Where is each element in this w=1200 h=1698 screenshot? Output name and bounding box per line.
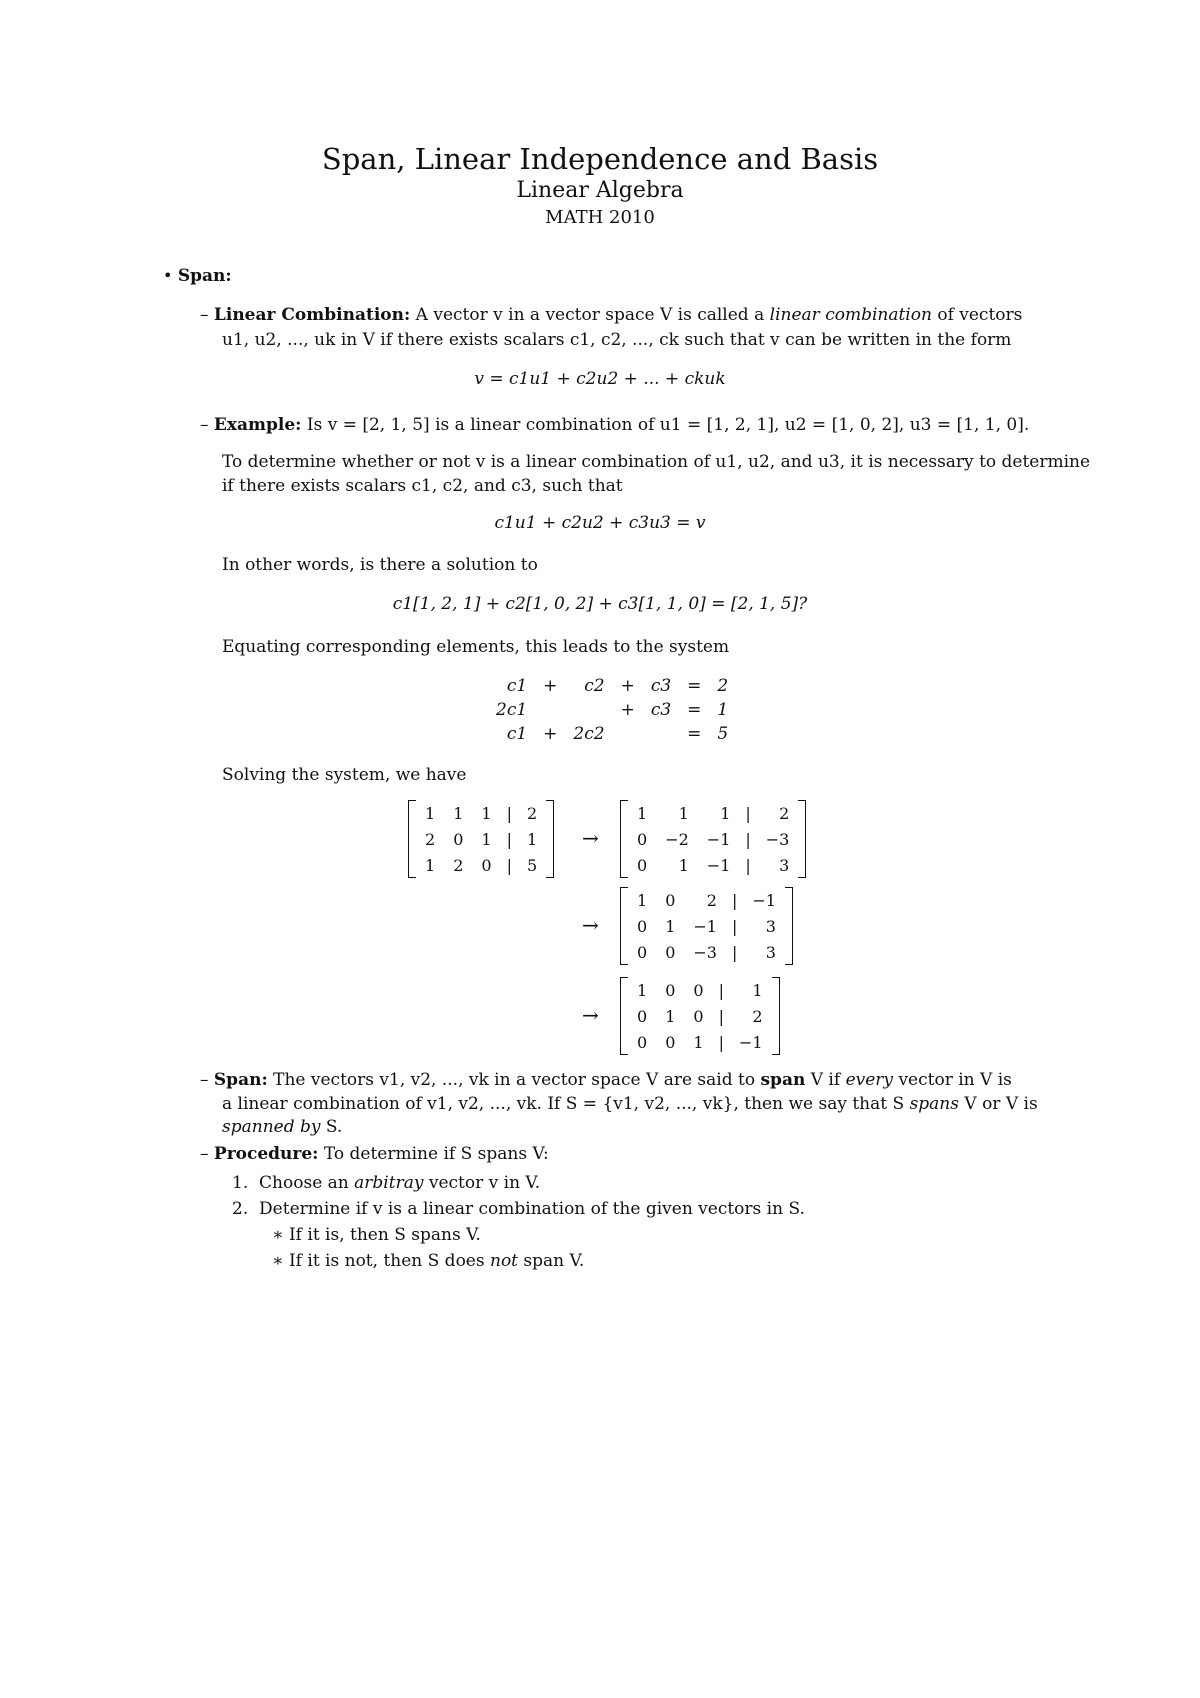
course-code: MATH 2010 — [545, 207, 655, 228]
matrix-entry: 3 — [765, 942, 776, 962]
left-bracket — [620, 977, 628, 1055]
right-arrow-icon: → — [582, 826, 599, 850]
left-bracket — [620, 887, 628, 965]
matrix-entry: 1 — [637, 890, 648, 910]
matrix-body — [628, 800, 798, 878]
matrix-entry: 1 — [637, 980, 648, 1000]
system-cell: + — [543, 724, 558, 744]
matrix-entry: 2 — [425, 829, 436, 849]
matrix-body — [628, 977, 772, 1055]
matrix-entry: 1 — [665, 1006, 676, 1026]
matrix-entry: 1 — [693, 1032, 704, 1052]
matrix-entry: 1 — [678, 855, 689, 875]
matrix-entry: 2 — [752, 1006, 763, 1026]
example-para1-line2: if there exists scalars c1, c2, and c3, such that — [222, 476, 623, 496]
matrix-body — [628, 887, 785, 965]
system-cell: c3 — [650, 700, 672, 720]
step-number: 1. — [232, 1173, 249, 1193]
right-bracket — [772, 977, 780, 1055]
matrix-row — [628, 977, 772, 1003]
matrix-entry: | — [718, 1006, 724, 1026]
span-def-label: Span: — [213, 1070, 268, 1090]
matrix-row — [628, 800, 798, 826]
matrix-row — [628, 913, 785, 939]
linear-combination-text-end: of vectors — [937, 305, 1023, 325]
linear-combination-equation: v = c1u1 + c2u2 + ... + ckuk — [474, 369, 726, 389]
matrix-row — [628, 826, 798, 852]
matrix-entry: 2 — [526, 803, 538, 823]
matrix-entry: −3 — [693, 942, 717, 962]
procedure-sub-2 — [272, 1249, 584, 1274]
dash-icon: – — [200, 305, 209, 325]
system-cell: 5 — [717, 724, 729, 744]
system-cell: 2 — [717, 676, 729, 696]
matrix-entry: 0 — [637, 916, 648, 936]
matrix-entry: 1 — [720, 803, 731, 823]
span-def-bold: span — [760, 1070, 806, 1090]
matrix-entry: −1 — [706, 829, 731, 849]
system-cell: c2 — [584, 676, 605, 696]
system-cell: + — [620, 700, 635, 720]
example-para1-line1: To determine whether or not v is a linear combination of u1, u2, and u3, it is necessary to determine — [222, 452, 1091, 472]
matrix-entry: 1 — [526, 829, 538, 849]
linear-combination-label: Linear Combination: — [213, 305, 411, 325]
system-cell: + — [620, 676, 635, 696]
matrix-entry: | — [506, 855, 512, 875]
system-row — [488, 722, 736, 746]
matrix-entry: 2 — [779, 803, 790, 823]
system-cell: 2c2 — [573, 724, 605, 744]
procedure-sub-1 — [272, 1223, 481, 1248]
page-subtitle: Linear Algebra — [516, 178, 684, 203]
system-cell: 1 — [717, 700, 729, 720]
sub-text: If it is not, then S does — [288, 1251, 485, 1271]
matrix-entry: 0 — [637, 829, 648, 849]
augmented-matrix — [620, 800, 806, 878]
matrix-entry: | — [506, 829, 512, 849]
matrix-entry: | — [506, 803, 512, 823]
left-bracket — [408, 800, 416, 878]
span-def-text-2: V if — [810, 1070, 841, 1090]
step-text: Choose an — [259, 1173, 349, 1193]
system-cell — [565, 698, 612, 722]
augmented-matrix — [408, 800, 554, 878]
procedure-label: Procedure: — [213, 1144, 319, 1164]
step-number: 2. — [232, 1199, 249, 1219]
example-para4: Solving the system, we have — [222, 765, 467, 785]
matrix-row — [628, 939, 785, 965]
system-cell: + — [543, 676, 558, 696]
example-text: Is v = [2, 1, 5] is a linear combination of u1 = [1, 2, 1], u2 = [1, 0, 2], u3 = [1, 1, 0]. — [306, 415, 1030, 435]
matrix-entry: 0 — [665, 980, 676, 1000]
sub-text: If it is, then S spans V. — [288, 1225, 481, 1245]
example-label: Example: — [213, 415, 302, 435]
matrix-row — [628, 1029, 772, 1055]
span-def-text: The vectors v1, v2, ..., vk in a vector space V are said to — [273, 1070, 756, 1090]
system-cell: = — [687, 724, 702, 744]
system-cell — [535, 698, 565, 722]
span-def-line2 — [222, 1092, 1038, 1117]
matrix-row — [416, 800, 546, 826]
sub-text-end: span V. — [523, 1251, 585, 1271]
bullet-icon: • — [163, 266, 173, 285]
matrix-entry: −2 — [665, 829, 689, 849]
matrix-entry: −1 — [752, 890, 776, 910]
matrix-entry: 2 — [706, 890, 717, 910]
matrix-entry: 0 — [665, 1032, 676, 1052]
asterisk-icon: ∗ — [272, 1251, 284, 1271]
sub-emphasis: not — [490, 1251, 519, 1271]
augmented-matrix — [620, 887, 793, 965]
matrix-entry: 1 — [481, 829, 492, 849]
matrix-row — [628, 1003, 772, 1029]
span-def-emphasis: every — [845, 1070, 894, 1090]
linear-combination-line1 — [200, 303, 1022, 328]
span-def-line2-text: a linear combination of v1, v2, ..., vk. If S = {v1, v2, ..., vk}, then we say that S — [222, 1094, 905, 1114]
system-cell: c3 — [650, 676, 672, 696]
step-text-end: vector v in V. — [428, 1173, 541, 1193]
matrix-entry: 0 — [453, 829, 464, 849]
dash-icon: – — [200, 415, 209, 435]
matrix-entry: 1 — [453, 803, 464, 823]
system-cell: c1 — [506, 676, 528, 696]
matrix-entry: | — [745, 803, 751, 823]
step-emphasis: arbitray — [354, 1173, 424, 1193]
system-row — [488, 674, 736, 698]
example-equation-1: c1u1 + c2u2 + c3u3 = v — [494, 513, 706, 533]
matrix-entry: 0 — [481, 855, 492, 875]
matrix-row — [628, 852, 798, 878]
matrix-row — [416, 852, 546, 878]
matrix-entry: 0 — [665, 942, 676, 962]
system-cell — [613, 722, 643, 746]
right-bracket — [785, 887, 793, 965]
step-text: Determine if v is a linear combination of the given vectors in S. — [259, 1199, 805, 1219]
matrix-entry: −1 — [738, 1032, 763, 1052]
page-title: Span, Linear Independence and Basis — [321, 142, 879, 176]
matrix-row — [416, 826, 546, 852]
dash-icon: – — [200, 1144, 209, 1164]
span-def-line2-emphasis: spans — [909, 1094, 959, 1114]
matrix-entry: 5 — [526, 855, 538, 875]
matrix-entry: 0 — [693, 980, 704, 1000]
matrix-row — [628, 887, 785, 913]
left-bracket — [620, 800, 628, 878]
augmented-matrix — [620, 977, 780, 1055]
system-cell: c1 — [506, 724, 528, 744]
system-row — [488, 698, 736, 722]
matrix-entry: 1 — [678, 803, 689, 823]
right-bracket — [546, 800, 554, 878]
matrix-entry: | — [731, 890, 738, 910]
example-para2: In other words, is there a solution to — [222, 555, 538, 575]
system-cell: 2c1 — [496, 700, 528, 720]
span-def-line3-end: S. — [325, 1117, 343, 1137]
right-bracket — [798, 800, 806, 878]
matrix-entry: 1 — [637, 803, 648, 823]
matrix-entry: 0 — [665, 890, 676, 910]
matrix-entry: 3 — [779, 855, 790, 875]
span-def-line3-emphasis: spanned by — [222, 1117, 321, 1137]
asterisk-icon: ∗ — [272, 1225, 284, 1245]
matrix-entry: 1 — [752, 980, 763, 1000]
right-arrow-icon: → — [582, 1003, 599, 1027]
matrix-entry: | — [718, 1032, 724, 1052]
procedure-text: To determine if S spans V: — [323, 1144, 549, 1164]
linear-combination-emphasis: linear combination — [769, 305, 932, 325]
matrix-entry: | — [731, 942, 738, 962]
system-cell — [643, 722, 679, 746]
matrix-entry: 0 — [637, 1032, 648, 1052]
procedure-step-1 — [232, 1171, 540, 1196]
matrix-entry: | — [745, 829, 751, 849]
span-heading: Span: — [177, 266, 232, 286]
matrix-body — [416, 800, 546, 878]
matrix-entry: −1 — [706, 855, 731, 875]
procedure-step-2 — [232, 1197, 805, 1222]
matrix-entry: 0 — [637, 1006, 648, 1026]
matrix-entry: 0 — [637, 855, 648, 875]
linear-combination-text: A vector v in a vector space V is called a — [415, 305, 765, 325]
span-def-text-3: vector in V is — [898, 1070, 1012, 1090]
matrix-entry: 1 — [665, 916, 676, 936]
matrix-entry: 1 — [425, 855, 436, 875]
system-cell: = — [687, 676, 702, 696]
matrix-entry: 2 — [453, 855, 464, 875]
linear-system — [488, 674, 736, 746]
procedure-line — [200, 1142, 549, 1167]
matrix-entry: −3 — [765, 829, 790, 849]
matrix-entry: 1 — [481, 803, 492, 823]
example-equation-2: c1[1, 2, 1] + c2[1, 0, 2] + c3[1, 1, 0] = [2, 1, 5]? — [392, 594, 808, 614]
span-def-line3 — [222, 1115, 342, 1140]
span-bullet — [163, 263, 232, 289]
matrix-entry: 3 — [765, 916, 776, 936]
matrix-entry: | — [718, 980, 724, 1000]
example-para3: Equating corresponding elements, this leads to the system — [222, 637, 730, 657]
example-line — [200, 413, 1029, 438]
system-cell: = — [687, 700, 702, 720]
matrix-entry: −1 — [693, 916, 717, 936]
dash-icon: – — [200, 1070, 209, 1090]
matrix-entry: 0 — [637, 942, 648, 962]
matrix-entry: 1 — [425, 803, 436, 823]
matrix-entry: | — [745, 855, 751, 875]
right-arrow-icon: → — [582, 913, 599, 937]
span-def-line1 — [200, 1068, 1012, 1093]
span-def-line2-end: V or V is — [964, 1094, 1038, 1114]
matrix-entry: | — [731, 916, 738, 936]
linear-combination-line2: u1, u2, ..., uk in V if there exists scalars c1, c2, ..., ck such that v can be written in the form — [222, 330, 1012, 350]
matrix-entry: 0 — [693, 1006, 704, 1026]
